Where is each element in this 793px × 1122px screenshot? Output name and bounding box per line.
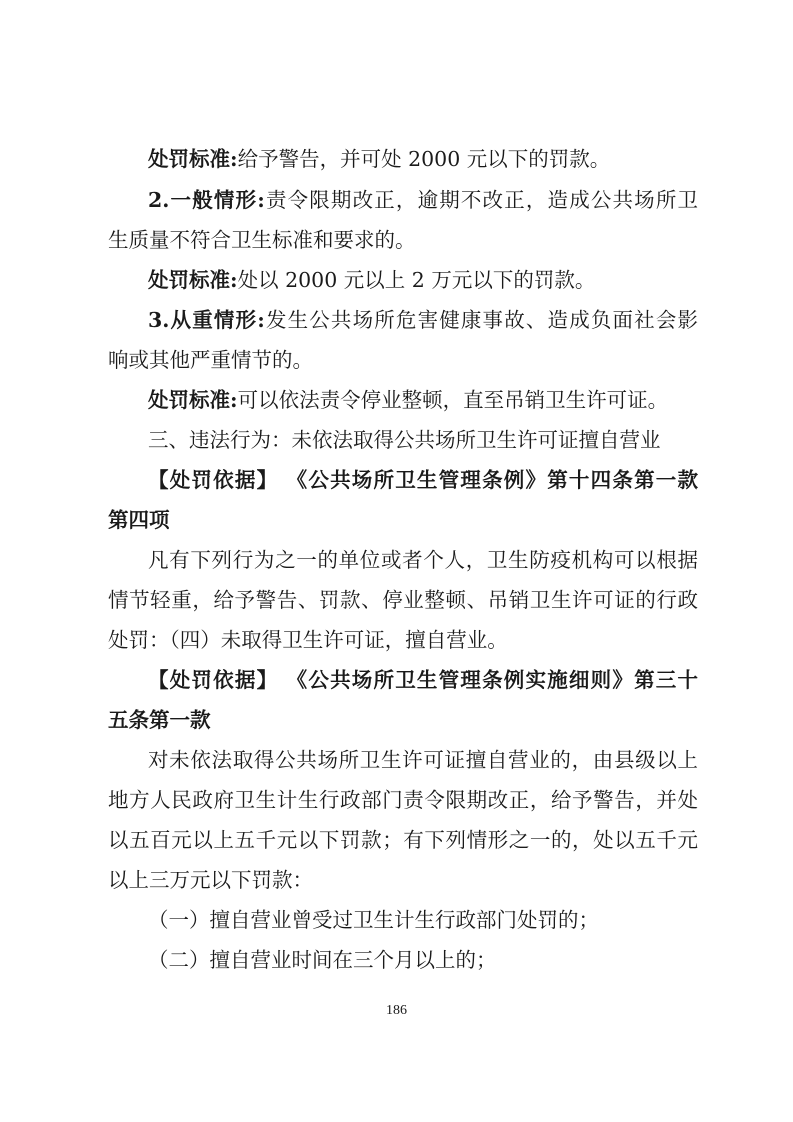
- paragraph-line: [148, 748, 698, 772]
- list-item: [148, 948, 698, 972]
- paragraph-line: [108, 788, 698, 812]
- paragraph-line: [108, 628, 698, 652]
- penalty-standard-line: [148, 388, 698, 412]
- section-heading: [148, 428, 698, 452]
- paragraph-text: 情节轻重，给予警告、罚款、停业整顿、吊销卫生许可证的行政: [108, 588, 698, 612]
- legal-basis-heading: [148, 668, 698, 692]
- paragraph-text: 以上三万元以下罚款：: [108, 868, 313, 892]
- penalty-standard-label: 处罚标准:: [148, 268, 238, 292]
- severe-case-label: 3.从重情形:: [148, 308, 265, 332]
- paragraph-line: [148, 548, 698, 572]
- general-case-line: [148, 188, 698, 212]
- penalty-standard-label: 处罚标准:: [148, 147, 238, 171]
- list-item: [148, 908, 698, 932]
- legal-basis-text-continued: 第四项: [108, 508, 170, 532]
- general-case-label: 2.一般情形:: [148, 188, 265, 212]
- legal-basis-continuation: [108, 708, 698, 732]
- severe-case-text-continued: 响或其他严重情节的。: [108, 348, 313, 372]
- paragraph-text: 凡有下列行为之一的单位或者个人，卫生防疫机构可以根据: [148, 548, 698, 572]
- legal-basis-text: 【处罚依据】 《公共场所卫生管理条例》第十四条第一款: [148, 468, 698, 492]
- legal-basis-heading: [148, 468, 698, 492]
- paragraph-text: 对未依法取得公共场所卫生许可证擅自营业的，由县级以上: [148, 748, 698, 772]
- section-heading-text: 三、违法行为：未依法取得公共场所卫生许可证擅自营业: [148, 428, 661, 452]
- paragraph-line: [108, 588, 698, 612]
- penalty-standard-line: [148, 147, 698, 171]
- page-number: 186: [386, 1003, 407, 1018]
- penalty-standard-label: 处罚标准:: [148, 388, 238, 412]
- general-case-continuation: [108, 228, 698, 252]
- paragraph-line: [108, 828, 698, 852]
- legal-basis-text-continued: 五条第一款: [108, 708, 211, 732]
- penalty-standard-line: [148, 268, 698, 292]
- legal-basis-text: 【处罚依据】 《公共场所卫生管理条例实施细则》第三十: [148, 668, 698, 692]
- severe-case-line: [148, 308, 698, 332]
- penalty-standard-text: 可以依法责令停业整顿，直至吊销卫生许可证。: [237, 388, 669, 412]
- list-item-text: （一）擅自营业曾受过卫生计生行政部门处罚的；: [148, 908, 599, 932]
- list-item-text: （二）擅自营业时间在三个月以上的；: [148, 948, 497, 972]
- general-case-text: 责令限期改正，逾期不改正，造成公共场所卫: [264, 188, 699, 212]
- penalty-standard-text: 给予警告，并可处 2000 元以下的罚款。: [237, 147, 611, 171]
- penalty-standard-text: 处以 2000 元以上 2 万元以下的罚款。: [237, 268, 596, 292]
- paragraph-text: 地方人民政府卫生计生行政部门责令限期改正，给予警告，并处: [108, 788, 698, 812]
- severe-case-continuation: [108, 348, 698, 372]
- paragraph-text: 以五百元以上五千元以下罚款；有下列情形之一的，处以五千元: [108, 828, 698, 852]
- paragraph-text: 处罚：（四）未取得卫生许可证，擅自营业。: [108, 628, 508, 652]
- general-case-text-continued: 生质量不符合卫生标准和要求的。: [108, 228, 416, 252]
- paragraph-line: [108, 868, 698, 892]
- legal-basis-continuation: [108, 508, 698, 532]
- severe-case-text: 发生公共场所危害健康事故、造成负面社会影: [264, 308, 699, 332]
